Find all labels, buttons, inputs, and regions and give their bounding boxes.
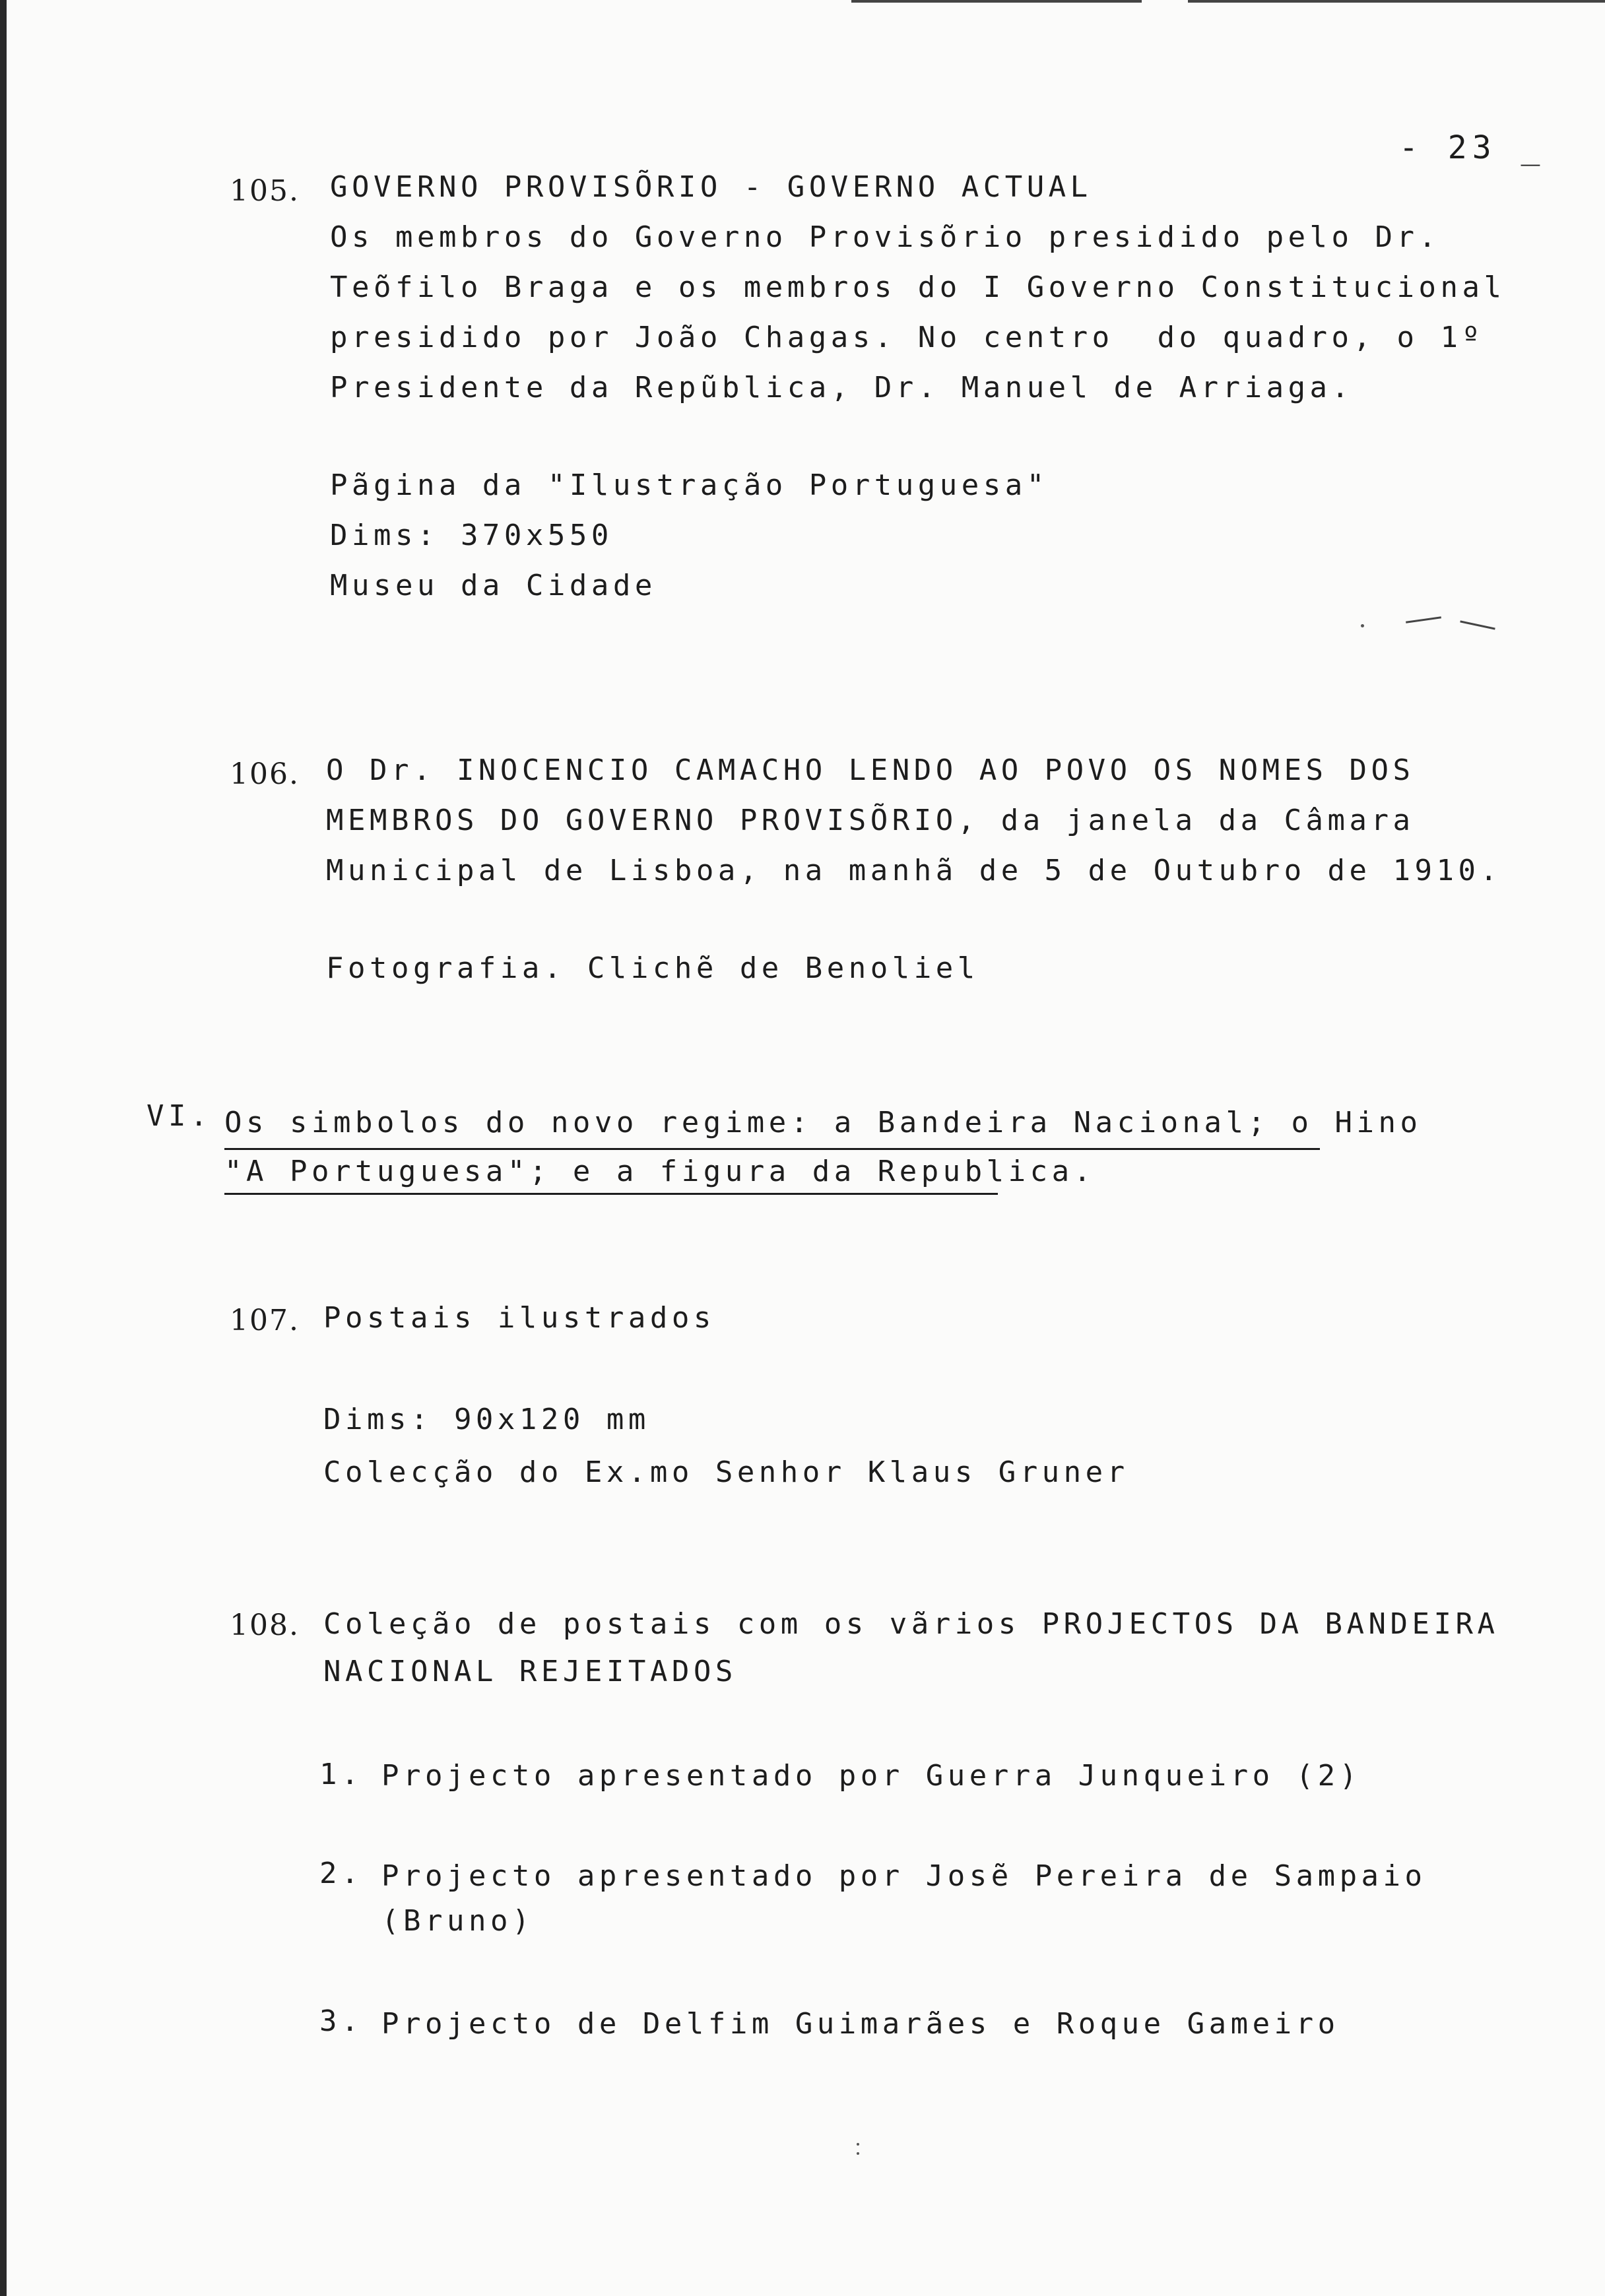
section-heading: Os simbolos do novo regime: a Bandeira Nacional; o Hino bbox=[224, 1106, 1422, 1139]
list-item: Projecto de Delfim Guimarães e Roque Gameiro bbox=[381, 2007, 1340, 2041]
entry-text: Os membros do Governo Provisõrio presidido pelo Dr. bbox=[330, 220, 1441, 254]
list-item: (Bruno) bbox=[381, 1904, 534, 1938]
entry-text: presidido por João Chagas. No centro do quadro, o 1º bbox=[330, 321, 1484, 354]
top-rule bbox=[851, 0, 1142, 3]
list-marker: 1. bbox=[319, 1758, 363, 1791]
entry-number: 106. bbox=[230, 757, 300, 791]
entry-text: Teõfilo Braga e os membros do I Governo Constitucional bbox=[330, 271, 1506, 304]
page-number: - 23 _ bbox=[1399, 129, 1546, 166]
entry-number: 105. bbox=[230, 174, 300, 208]
list-marker: 3. bbox=[319, 2004, 363, 2038]
entry-number: 108. bbox=[230, 1609, 300, 1642]
entry-detail: Pãgina da "Ilustração Portuguesa" bbox=[330, 468, 1049, 502]
entry-text: NACIONAL REJEITADOS bbox=[323, 1655, 737, 1688]
heading-underline bbox=[224, 1193, 998, 1195]
list-marker: 2. bbox=[319, 1857, 363, 1890]
entry-detail: Colecção do Ex.mo Senhor Klaus Gruner bbox=[323, 1455, 1129, 1489]
entry-detail: Dims: 90x120 mm bbox=[323, 1403, 650, 1436]
section-numeral: VI. bbox=[147, 1099, 212, 1133]
entry-text: Municipal de Lisboa, na manhã de 5 de Outubro de 1910. bbox=[326, 854, 1502, 887]
scan-edge bbox=[0, 0, 7, 2296]
scan-speck bbox=[857, 2152, 859, 2155]
scan-mark bbox=[1460, 620, 1495, 629]
scan-speck bbox=[1361, 624, 1364, 627]
list-item: Projecto apresentado por Josẽ Pereira de Sampaio bbox=[381, 1859, 1427, 1893]
entry-text: Presidente da Repũblica, Dr. Manuel de Arriaga. bbox=[330, 371, 1354, 404]
scan-mark bbox=[1406, 616, 1441, 623]
heading-underline bbox=[224, 1148, 1320, 1150]
scan-speck bbox=[857, 2143, 859, 2146]
entry-text: Coleção de postais com os vãrios PROJECTOS DA BANDEIRA bbox=[323, 1607, 1499, 1641]
entry-title: Postais ilustrados bbox=[323, 1301, 715, 1335]
section-heading: "A Portuguesa"; e a figura da Republica. bbox=[224, 1155, 1096, 1188]
list-item: Projecto apresentado por Guerra Junqueiro (2) bbox=[381, 1759, 1361, 1793]
entry-detail: Dims: 370x550 bbox=[330, 519, 613, 552]
top-rule bbox=[1188, 0, 1605, 3]
entry-text: MEMBROS DO GOVERNO PROVISÕRIO, da janela da Câmara bbox=[326, 804, 1415, 837]
entry-detail: Museu da Cidade bbox=[330, 569, 657, 602]
entry-detail: Fotografia. Clichẽ de Benoliel bbox=[326, 951, 979, 985]
entry-text: O Dr. INOCENCIO CAMACHO LENDO AO POVO OS NOMES DOS bbox=[326, 753, 1415, 787]
entry-number: 107. bbox=[230, 1304, 300, 1337]
entry-title: GOVERNO PROVISÕRIO - GOVERNO ACTUAL bbox=[330, 170, 1092, 204]
